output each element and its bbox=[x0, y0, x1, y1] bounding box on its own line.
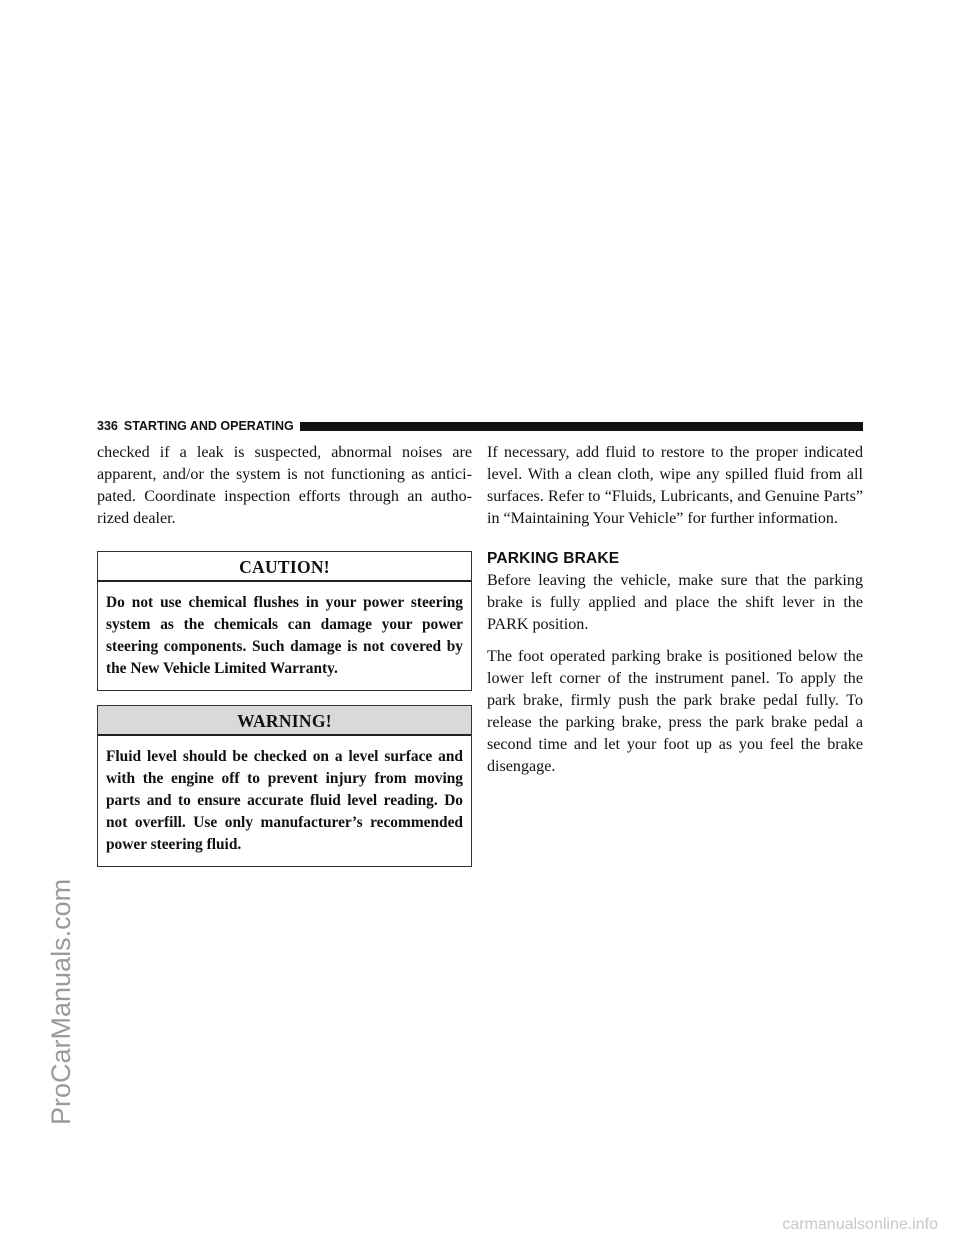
caution-heading: CAUTION! bbox=[98, 552, 471, 582]
bottom-watermark: carmanualsonline.info bbox=[782, 1216, 938, 1233]
left-column bbox=[97, 442, 472, 867]
caution-text: Do not use chemical flushes in your power steering system as the chemicals can damage your power steering components. Such damage is not covered by the New Vehicle Limited Warranty. bbox=[106, 594, 463, 677]
running-header bbox=[97, 418, 863, 434]
parking-brake-paragraph-2: The foot operated parking brake is positioned below the lower left corner of the instrument panel. To apply the park brake, firmly push the park brake pedal fully. To release the parking brake, press the park brake pedal a second time and let your foot up as you feel the brake disengage. bbox=[487, 648, 863, 775]
header-rule bbox=[300, 422, 863, 431]
parking-brake-paragraph-1: Before leaving the vehicle, make sure that the parking brake is fully applied and place the shift lever in the PARK position. bbox=[487, 572, 863, 633]
warning-heading: WARNING! bbox=[98, 706, 471, 736]
right-column bbox=[487, 442, 863, 778]
right-intro-paragraph: If necessary, add fluid to restore to the proper indicated level. With a clean cloth, wipe any spilled fluid from all surfaces. Refer to “Fluids, Lubricants, and Genuine Parts” in “Maintaining Your Vehicle” for further information. bbox=[487, 444, 863, 527]
side-watermark: ProCarManuals.com bbox=[46, 878, 76, 1125]
parking-brake-heading: PARKING BRAKE bbox=[487, 550, 620, 567]
page-number: 336 bbox=[97, 419, 118, 433]
warning-text: Fluid level should be checked on a level surface and with the engine off to prevent injury from moving parts and to ensure accurate fluid level reading. Do not overfill. Use only manufacturer’s recommended power steering fluid. bbox=[106, 748, 463, 853]
left-intro-paragraph: checked if a leak is suspected, abnormal noises are apparent, and/or the system is not functioning as antici-pated. Coordinate inspection efforts through an autho-rized dealer. bbox=[97, 444, 472, 527]
section-title: STARTING AND OPERATING bbox=[123, 419, 294, 433]
warning-box bbox=[97, 705, 472, 867]
caution-box bbox=[97, 551, 472, 691]
